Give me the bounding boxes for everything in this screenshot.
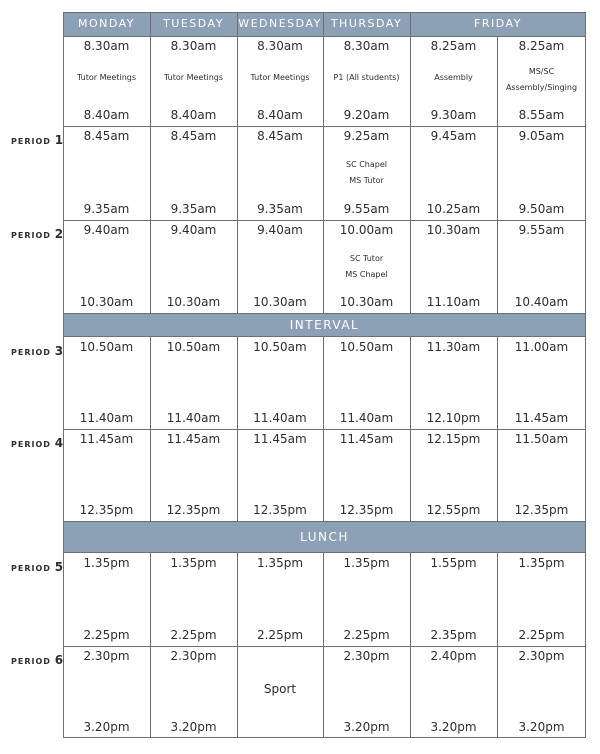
end-time: 3.20pm: [430, 720, 477, 734]
start-time: 11.45am: [253, 432, 307, 446]
end-time: 12.55pm: [426, 503, 481, 517]
start-time: 1.35pm: [343, 556, 390, 570]
period-label-3: [11, 344, 63, 358]
end-time: 12.10pm: [426, 411, 481, 425]
start-time: 9.40am: [83, 223, 130, 237]
day-header-monday: MONDAY: [77, 17, 136, 30]
period-label-2: [11, 227, 63, 241]
interval-band: INTERVAL: [63, 313, 586, 337]
schedule-cell: [150, 126, 237, 220]
end-time: 9.50am: [518, 202, 565, 216]
schedule-cell: [237, 553, 323, 646]
period-number: 2: [54, 227, 64, 241]
schedule-cell: [63, 36, 150, 126]
start-time: 1.35pm: [256, 556, 304, 570]
schedule-cell: [63, 220, 150, 313]
start-time: 1.55pm: [430, 556, 477, 570]
end-time: 11.40am: [339, 411, 394, 425]
schedule-cell: [410, 36, 497, 126]
end-time: 8.40am: [170, 108, 217, 122]
start-time: 11.45am: [166, 432, 221, 446]
schedule-cell: [150, 553, 237, 646]
end-time: 11.40am: [253, 411, 307, 425]
session-note: [323, 70, 410, 86]
schedule-cell: [323, 36, 410, 126]
end-time: 11.45am: [514, 411, 569, 425]
start-time: 10.50am: [79, 340, 134, 354]
start-time: 2.40pm: [430, 649, 477, 663]
start-time: 12.15pm: [426, 432, 481, 446]
end-time: 10.30am: [253, 295, 307, 309]
end-time: 8.40am: [83, 108, 130, 122]
start-time: 10.00am: [339, 223, 394, 237]
end-time: 9.20am: [343, 108, 390, 122]
start-time: 2.30pm: [170, 649, 217, 663]
schedule-cell: [497, 337, 586, 429]
end-time: 10.30am: [166, 295, 221, 309]
schedule-cell: [63, 646, 150, 738]
start-time: 10.30am: [426, 223, 481, 237]
schedule-cell: [497, 220, 586, 313]
start-time: 11.00am: [514, 340, 569, 354]
schedule-cell: [410, 553, 497, 646]
start-time: 10.50am: [166, 340, 221, 354]
start-time: 1.35pm: [83, 556, 130, 570]
schedule-cell: [150, 36, 237, 126]
end-time: 8.55am: [518, 108, 565, 122]
schedule-cell: [323, 553, 410, 646]
schedule-cell: [323, 126, 410, 220]
schedule-cell: [150, 337, 237, 429]
start-time: 11.30am: [426, 340, 481, 354]
start-time: 2.30pm: [343, 649, 390, 663]
lunch-band: LUNCH: [63, 521, 586, 553]
period-prefix: PERIOD: [11, 137, 55, 146]
note-line: Tutor Meetings: [163, 73, 224, 82]
schedule-cell: [323, 646, 410, 738]
period-number: 5: [54, 560, 64, 574]
note-line: MS/SC: [528, 67, 555, 76]
end-time: 9.35am: [170, 202, 217, 216]
period-number: 4: [54, 436, 64, 450]
start-time: 8.30am: [343, 39, 390, 53]
start-time: 8.25am: [518, 39, 565, 53]
schedule-cell: [323, 337, 410, 429]
end-time: 2.35pm: [430, 628, 477, 642]
end-time: 8.40am: [257, 108, 303, 122]
note-line: MS Tutor: [349, 176, 384, 185]
note-line: SC Tutor: [349, 254, 384, 263]
end-time: 2.25pm: [256, 628, 304, 642]
end-time: 12.35pm: [166, 503, 221, 517]
start-time: 1.35pm: [170, 556, 217, 570]
end-time: 9.55am: [343, 202, 390, 216]
note-line: P1 (All students): [333, 73, 400, 82]
schedule-cell: [63, 126, 150, 220]
end-time: 11.10am: [426, 295, 481, 309]
period-prefix: PERIOD: [11, 440, 55, 449]
schedule-cell: [410, 126, 497, 220]
schedule-cell: [150, 220, 237, 313]
start-time: 8.25am: [430, 39, 477, 53]
schedule-cell: [497, 646, 586, 738]
day-header-tuesday: TUESDAY: [163, 17, 224, 30]
end-time: 3.20pm: [170, 720, 217, 734]
end-time: 2.25pm: [518, 628, 565, 642]
session-note: [323, 251, 410, 283]
end-time: 12.35pm: [253, 503, 307, 517]
schedule-cell: [237, 36, 323, 126]
period-prefix: PERIOD: [11, 348, 55, 357]
session-note: [237, 70, 323, 86]
schedule-cell: [237, 429, 323, 521]
period-number: 1: [54, 133, 64, 147]
schedule-cell: [410, 220, 497, 313]
end-time: 9.35am: [83, 202, 130, 216]
start-time: 2.30pm: [83, 649, 130, 663]
session-note: [63, 70, 150, 86]
start-time: 9.45am: [430, 129, 477, 143]
end-time: 10.30am: [339, 295, 394, 309]
end-time: 9.35am: [257, 202, 303, 216]
start-time: 9.55am: [518, 223, 565, 237]
day-header-wednesday: WEDNESDAY: [238, 17, 322, 30]
schedule-cell: [410, 337, 497, 429]
period-label-5: [11, 560, 63, 574]
schedule-cell: [150, 646, 237, 738]
start-time: 11.45am: [79, 432, 134, 446]
start-time: 8.45am: [257, 129, 303, 143]
schedule-cell: [497, 36, 586, 126]
start-time: 8.30am: [83, 39, 130, 53]
schedule-cell: [237, 126, 323, 220]
schedule-cell: [410, 429, 497, 521]
start-time: 2.30pm: [518, 649, 565, 663]
end-time: 2.25pm: [170, 628, 217, 642]
schedule-cell: [237, 646, 323, 738]
period-label-4: [11, 436, 63, 450]
schedule-cell: [497, 553, 586, 646]
schedule-cell: [63, 337, 150, 429]
start-time: 9.25am: [343, 129, 390, 143]
end-time: 11.40am: [79, 411, 134, 425]
day-header-thursday: THURSDAY: [330, 17, 403, 30]
note-line: Assembly: [434, 73, 473, 82]
schedule-cell: [237, 337, 323, 429]
period-label-6: [11, 653, 63, 667]
schedule-cell: [497, 126, 586, 220]
end-time: 10.30am: [79, 295, 134, 309]
start-time: 8.45am: [83, 129, 130, 143]
end-time: 2.25pm: [343, 628, 390, 642]
session-note: [323, 157, 410, 189]
schedule-cell: [63, 553, 150, 646]
start-time: 9.05am: [518, 129, 565, 143]
start-time: 11.45am: [339, 432, 394, 446]
note-line: Tutor Meetings: [76, 73, 137, 82]
schedule-cell: [323, 429, 410, 521]
session-note: [410, 70, 497, 86]
start-time: 1.35pm: [518, 556, 565, 570]
day-header-friday: FRIDAY: [474, 17, 522, 30]
session-note: [497, 64, 586, 96]
session-note: [150, 70, 237, 86]
end-time: 2.25pm: [83, 628, 130, 642]
period-prefix: PERIOD: [11, 231, 55, 240]
note-line: SC Chapel: [346, 160, 387, 169]
period-number: 3: [54, 344, 64, 358]
schedule-cell: [150, 429, 237, 521]
start-time: 8.30am: [170, 39, 217, 53]
end-time: 12.35pm: [339, 503, 394, 517]
end-time: 3.20pm: [83, 720, 130, 734]
schedule-cell: [237, 220, 323, 313]
end-time: 12.35pm: [79, 503, 134, 517]
note-line: MS Chapel: [345, 270, 388, 279]
start-time: 8.30am: [257, 39, 303, 53]
start-time: 11.50am: [514, 432, 569, 446]
start-time: 9.40am: [170, 223, 217, 237]
start-time: 9.40am: [257, 223, 303, 237]
note-line: Assembly/Singing: [505, 83, 578, 92]
period-prefix: PERIOD: [11, 564, 55, 573]
period-prefix: PERIOD: [11, 657, 55, 666]
note-line: Tutor Meetings: [250, 73, 310, 82]
period-label-1: [11, 133, 63, 147]
end-time: 11.40am: [166, 411, 221, 425]
start-time: 10.50am: [253, 340, 307, 354]
end-time: 3.20pm: [518, 720, 565, 734]
end-time: 10.25am: [426, 202, 481, 216]
schedule-cell: [63, 429, 150, 521]
start-time: 10.50am: [339, 340, 394, 354]
period-number: 6: [54, 653, 64, 667]
end-time: 12.35pm: [514, 503, 569, 517]
start-time: 8.45am: [170, 129, 217, 143]
schedule-cell: [323, 220, 410, 313]
end-time: 9.30am: [430, 108, 477, 122]
schedule-cell: [497, 429, 586, 521]
end-time: 3.20pm: [343, 720, 390, 734]
session-label: Sport: [263, 682, 297, 696]
end-time: 10.40am: [514, 295, 569, 309]
schedule-cell: [410, 646, 497, 738]
